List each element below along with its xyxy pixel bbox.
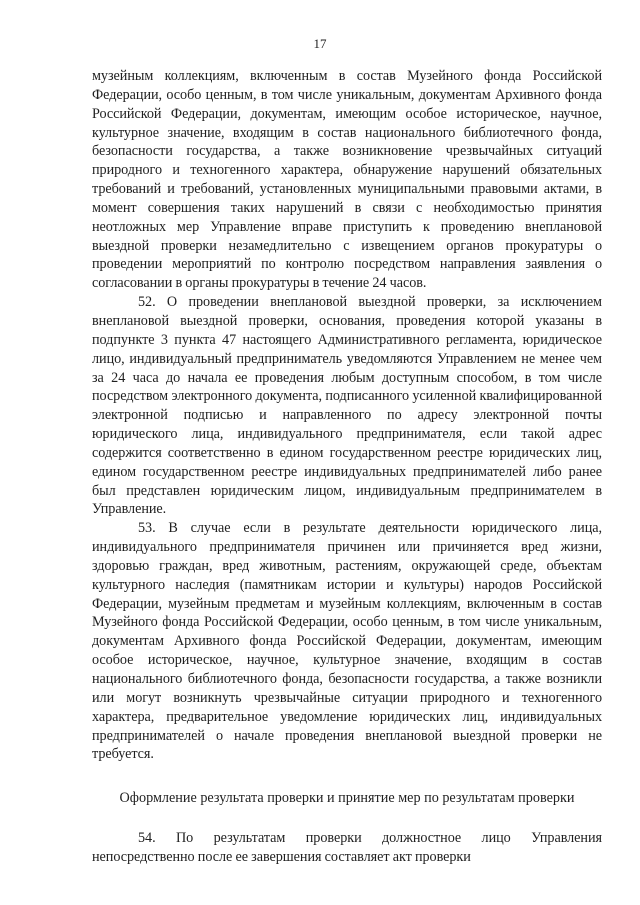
paragraph-continuation: музейным коллекциям, включенным в состав Музейного фонда Российской Федерации, особо ценным, в том числе уникальным, документам Архивного фонда Российской Федерации, документам, имеющим особое историческое, научное, культурное значение, входящим в состав национального библиотечного фонда, безопасности государства, а также возникновение чрезвычайных ситуаций природного и техногенного характера, обнаружение нарушений обязательных требований и требований, установленных муниципальными правовыми актами, в момент совершения таких нарушений в связи с необходимостью принятия неотложных мер Управление вправе приступить к проведению внеплановой выездной проверки незамедлительно с извещением органов прокуратуры о проведении мероприятий по контролю посредством направления заявления о согласовании в органы прокуратуры в течение 24 часов. bbox=[92, 68, 602, 292]
document-body bbox=[92, 67, 602, 867]
section-heading: Оформление результата проверки и принятие мер по результатам проверки bbox=[119, 790, 575, 807]
paragraph-item-54: 54. По результатам проверки должностное лицо Управления непосредственно после ее завершения составляет акт проверки bbox=[92, 830, 602, 865]
paragraph-item-53: 53. В случае если в результате деятельности юридического лица, индивидуального предпринимателя причинен или причиняется вред жизни, здоровью граждан, вред животным, растениям, окружающей среде, объектам культурного наследия (памятникам истории и культуры) народов Российской Федерации, музейным предметам и музейным коллекциям, включенным в состав Музейного фонда Российской Федерации, особо ценным, в том числе уникальным, документам Архивного фонда Российской Федерации, документам, имеющим особое историческое, научное, культурное значение, входящим в состав национального библиотечного фонда, безопасности государства, а также возникли или могут возникнуть чрезвычайные ситуации природного и техногенного характера, предварительное уведомление юридических лиц, индивидуальных предпринимателей о начале проведения внеплановой выездной проверки не требуется. bbox=[92, 520, 602, 763]
page-number: 17 bbox=[313, 36, 327, 51]
paragraph-item-52: 52. О проведении внеплановой выездной проверки, за исключением внеплановой выездной проверки, основания, проведения которой указаны в подпункте 3 пункта 47 настоящего Административного регламента, юридическое лицо, индивидуальный предприниматель уведомляются Управлением не менее чем за 24 часа до начала ее проведения любым доступным способом, в том числе посредством электронного документа, подписанного усиленной квалифицированной электронной подписью и направленного по адресу электронной почты юридического лица, индивидуального предпринимателя, если такой адрес содержится соответственно в едином государственном реестре юридических лиц, едином государственном реестре индивидуальных предпринимателей либо ранее был представлен юридическим лицом, индивидуальным предпринимателем в Управление. bbox=[92, 294, 602, 518]
